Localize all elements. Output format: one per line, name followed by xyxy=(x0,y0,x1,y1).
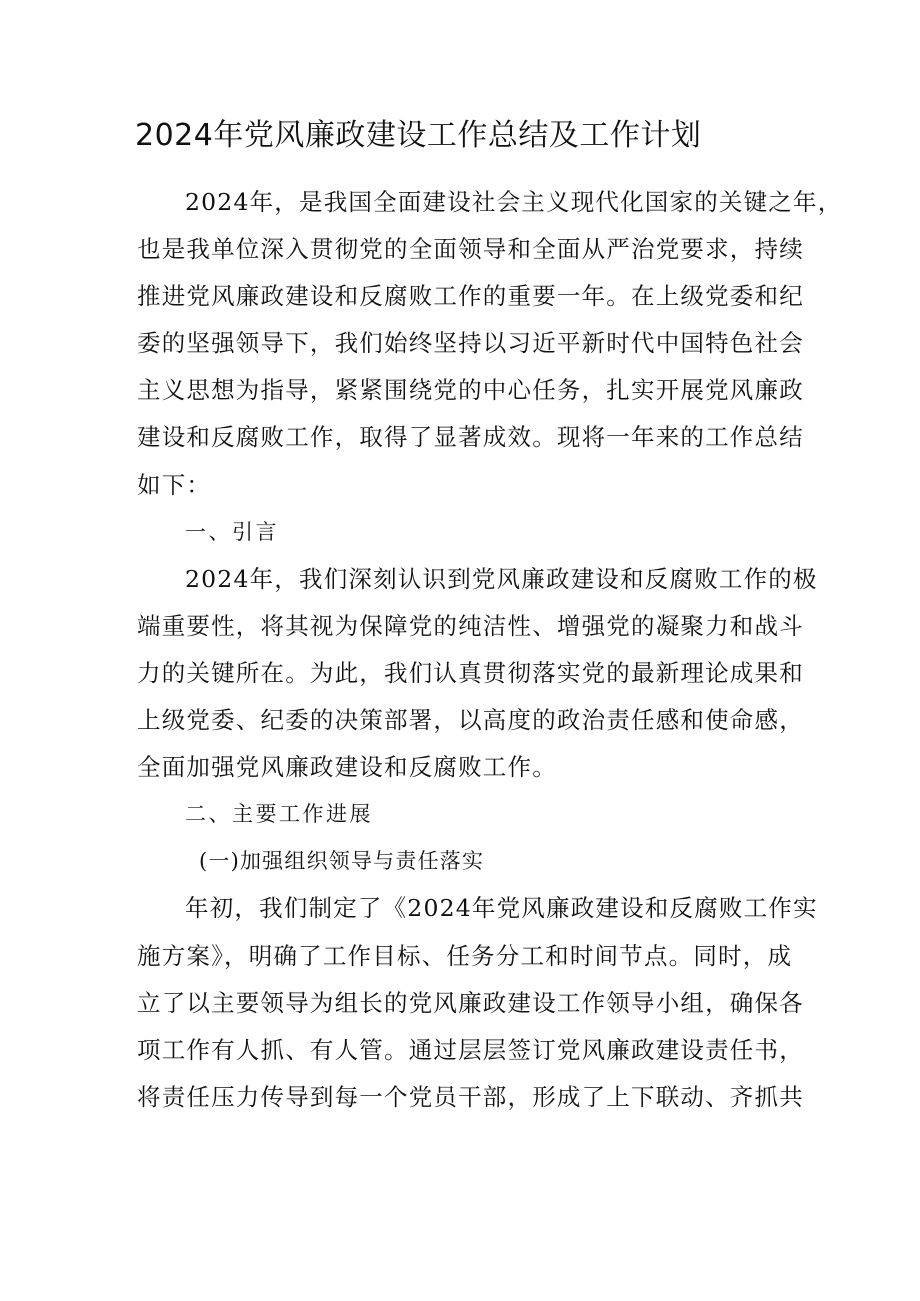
intro-line: 委的坚强领导下，我们始终坚持以习近平新时代中国特色社会 xyxy=(137,329,804,358)
intro-line: 建设和反腐败工作，取得了显著成效。现将一年来的工作总结 xyxy=(137,423,804,452)
section1-line: 全面加强党风廉政建设和反腐败工作。 xyxy=(137,753,557,782)
section1-line: 上级党委、纪委的决策部署，以高度的政治责任感和使命感， xyxy=(137,706,804,735)
intro-line: 主义思想为指导，紧紧围绕党的中心任务，扎实开展党风廉政 xyxy=(137,376,804,405)
section1-paragraph xyxy=(137,556,818,791)
intro-line: 2024年，是我国全面建设社会主义现代化国家的关键之年， xyxy=(185,188,843,216)
intro-line: 推进党风廉政建设和反腐败工作的重要一年。在上级党委和纪 xyxy=(137,282,804,311)
intro-paragraph xyxy=(137,179,843,509)
document-body xyxy=(137,179,843,1121)
subsection-heading-organization: (一)加强组织领导与责任落实 xyxy=(199,849,485,874)
subsection1-line: 年初，我们制定了《2024年党风廉政建设和反腐败工作实 xyxy=(185,894,818,923)
subsection1-line: 项工作有人抓、有人管。通过层层签订党风廉政建设责任书， xyxy=(137,1035,804,1064)
subsection1-line: 将责任压力传导到每一个党员干部，形成了上下联动、齐抓共 xyxy=(137,1082,804,1111)
document-title: 2024年党风廉政建设工作总结及工作计划 xyxy=(135,118,702,153)
section-heading-main-progress: 二、主要工作进展 xyxy=(185,802,373,827)
section1-line: 2024年，我们深刻认识到党风廉政建设和反腐败工作的极 xyxy=(185,564,818,593)
section1-line: 端重要性，将其视为保障党的纯洁性、增强党的凝聚力和战斗 xyxy=(137,611,804,640)
section-heading-introduction: 一、引言 xyxy=(185,519,279,544)
subsection1-line: 立了以主要领导为组长的党风廉政建设工作领导小组，确保各 xyxy=(137,988,804,1017)
section1-line: 力的关键所在。为此，我们认真贯彻落实党的最新理论成果和 xyxy=(137,658,804,687)
subsection1-paragraph xyxy=(137,885,818,1120)
intro-line: 如下： xyxy=(137,470,212,499)
intro-line: 也是我单位深入贯彻党的全面领导和全面从严治党要求，持续 xyxy=(137,235,804,264)
subsection1-line: 施方案》，明确了工作目标、任务分工和时间节点。同时，成 xyxy=(137,941,793,970)
